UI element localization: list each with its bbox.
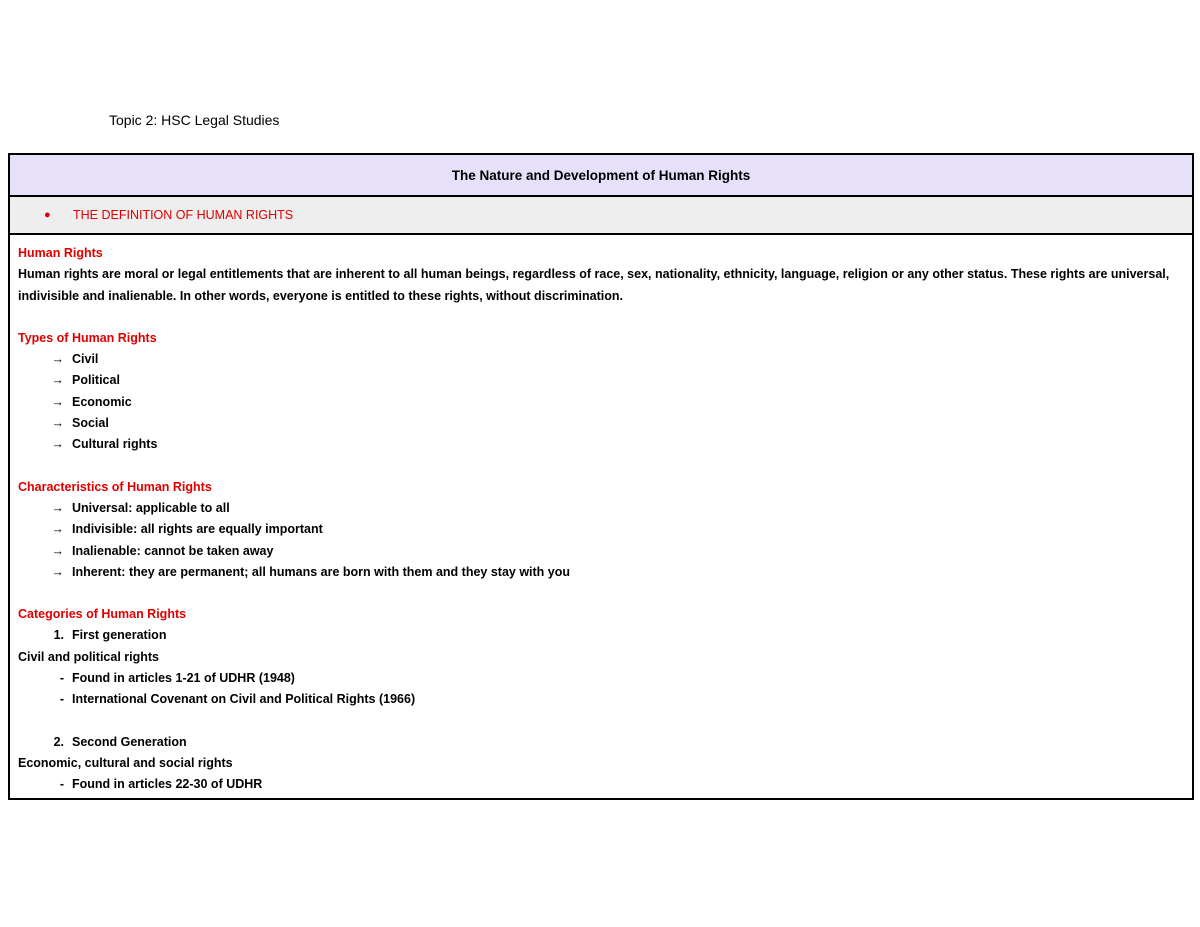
arrow-icon: →	[51, 373, 64, 388]
list-item: - International Covenant on Civil and Political Rights (1966)	[59, 692, 416, 707]
list-item: → Civil	[18, 349, 1184, 370]
bullet-icon: ●	[44, 209, 51, 221]
arrow-icon: →	[51, 352, 64, 367]
arrow-icon: →	[51, 500, 64, 515]
arrow-icon: →	[51, 394, 64, 409]
arrow-icon: →	[51, 437, 64, 452]
arrow-icon: →	[51, 522, 64, 537]
table-title: The Nature and Development of Human Rights	[10, 155, 1192, 197]
section-heading-row	[10, 197, 1192, 235]
page-header-topic: Topic 2: HSC Legal Studies	[109, 112, 280, 128]
list-item: → Social	[18, 413, 1184, 434]
list-item: → Indivisible: all rights are equally important	[18, 519, 1184, 540]
arrow-icon: →	[51, 564, 64, 579]
numbered-item: 2. Second Generation	[53, 734, 187, 749]
list-item: → Universal: applicable to all	[18, 498, 1184, 519]
human-rights-paragraph: Human rights are moral or legal entitlements that are inherent to all human beings, regardless of race, sex, nationality, ethnicity, language, religion or any other status. These rights are universal, indivisible and inalienable. In other words, everyone is entitled to these rights, without discrimination.	[18, 267, 1170, 303]
list-item: → Cultural rights	[18, 434, 1184, 455]
characteristics-heading: Characteristics of Human Rights	[18, 479, 212, 494]
notes-body	[10, 235, 1192, 796]
list-item: - Found in articles 22-30 of UDHR	[59, 777, 263, 792]
list-item: → Political	[18, 370, 1184, 391]
numbered-item: 1. First generation	[53, 628, 167, 643]
section-heading: THE DEFINITION OF HUMAN RIGHTS	[73, 208, 294, 222]
notes-table	[8, 153, 1194, 800]
list-item: - Found in articles 1-21 of UDHR (1948)	[59, 671, 295, 686]
arrow-icon: →	[51, 416, 64, 431]
category-description: Economic, cultural and social rights	[18, 755, 233, 770]
category-description: Civil and political rights	[18, 649, 159, 664]
list-item: → Inherent: they are permanent; all humans are born with them and they stay with you	[18, 562, 1184, 583]
human-rights-heading: Human Rights	[18, 246, 103, 260]
categories-heading: Categories of Human Rights	[18, 607, 187, 622]
list-item: → Economic	[18, 392, 1184, 413]
types-heading: Types of Human Rights	[18, 330, 157, 345]
arrow-icon: →	[51, 543, 64, 558]
list-item: → Inalienable: cannot be taken away	[18, 541, 1184, 562]
